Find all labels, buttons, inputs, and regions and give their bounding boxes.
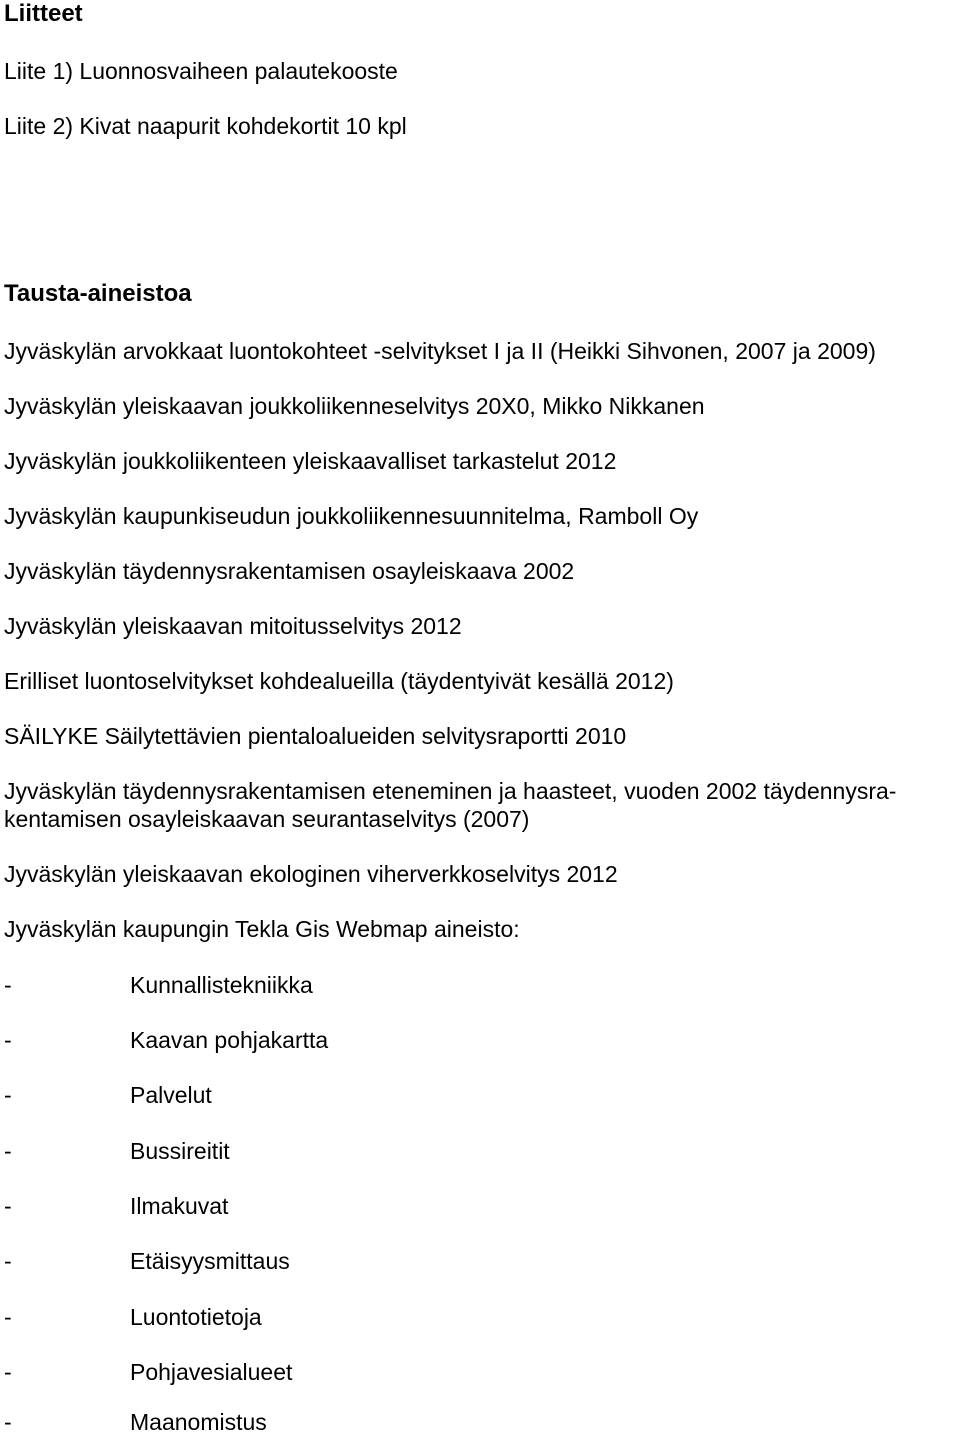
attachment-item: Liite 2) Kivat naapurit kohdekortit 10 kpl [4,113,407,139]
background-item-line: kentamisen osayleiskaavan seurantaselvitys (2007) [4,806,530,832]
dash-marker: - [4,1409,12,1435]
dash-marker: - [4,1248,12,1274]
attachment-item: Liite 1) Luonnosvaiheen palautekooste [4,58,398,84]
background-item: Jyväskylän kaupunkiseudun joukkoliikennesuunnitelma, Ramboll Oy [4,503,699,529]
dash-marker: - [4,1082,12,1108]
dash-marker: - [4,1304,12,1330]
background-item-line: Jyväskylän täydennysrakentamisen eteneminen ja haasteet, vuoden 2002 täydennysra- [4,778,897,804]
webmap-item-label: Pohjavesialueet [130,1359,293,1385]
dash-marker: - [4,972,12,998]
dash-marker: - [4,1359,12,1385]
dash-marker: - [4,1138,12,1164]
webmap-item-label: Etäisyysmittaus [130,1248,290,1274]
background-item: Jyväskylän yleiskaavan ekologinen viherverkkoselvitys 2012 [4,861,618,887]
webmap-item-label: Palvelut [130,1082,212,1108]
background-heading: Tausta-aineistoa [4,280,192,307]
background-item: SÄILYKE Säilytettävien pientaloalueiden selvitysraportti 2010 [4,723,627,749]
webmap-item-label: Kaavan pohjakartta [130,1027,329,1053]
background-item: Jyväskylän arvokkaat luontokohteet -selvitykset I ja II (Heikki Sihvonen, 2007 ja 2009) [4,338,876,364]
attachments-heading: Liitteet [4,0,83,27]
dash-marker: - [4,1193,12,1219]
webmap-item-label: Kunnallistekniikka [130,972,313,998]
dash-marker: - [4,1027,12,1053]
background-item: Jyväskylän yleiskaavan joukkoliikenneselvitys 20X0, Mikko Nikkanen [4,393,705,419]
background-item: Jyväskylän yleiskaavan mitoitusselvitys 2012 [4,613,462,639]
webmap-item-label: Luontotietoja [130,1304,262,1330]
background-item: Jyväskylän täydennysrakentamisen osayleiskaava 2002 [4,558,575,584]
webmap-item-label: Maanomistus [130,1409,267,1435]
background-item: Erilliset luontoselvitykset kohdealueilla (täydentyivät kesällä 2012) [4,668,674,694]
webmap-item-label: Ilmakuvat [130,1193,229,1219]
background-item: Jyväskylän kaupungin Tekla Gis Webmap aineisto: [4,916,520,942]
webmap-item-label: Bussireitit [130,1138,230,1164]
background-item: Jyväskylän joukkoliikenteen yleiskaavalliset tarkastelut 2012 [4,448,617,474]
